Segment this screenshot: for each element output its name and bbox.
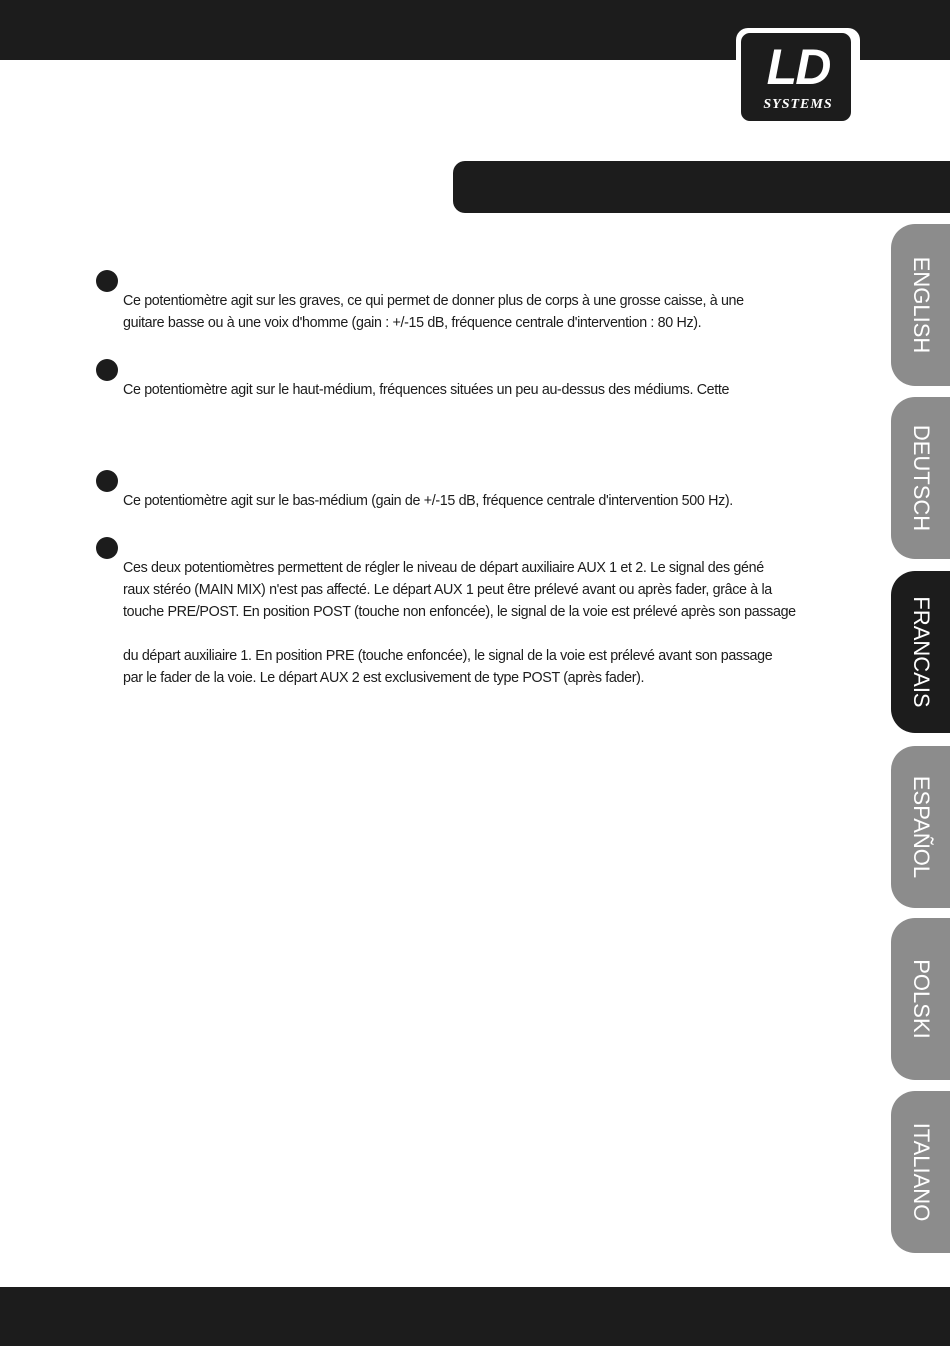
tab-polski[interactable]	[891, 918, 950, 1080]
paragraph-3	[123, 490, 868, 512]
tab-label-polski: POLSKI	[908, 959, 934, 1039]
paragraph-2	[123, 379, 868, 401]
paragraph-line: Ce potentiomètre agit sur le haut-médium, fréquences situées un peu au-dessus des médiums. Cette	[123, 382, 730, 398]
bullet-marker-1	[96, 270, 118, 292]
logo-systems-text: SYSTEMS	[763, 97, 833, 112]
tab-label-francais: FRANCAIS	[908, 596, 934, 708]
tab-label-deutsch: DEUTSCH	[908, 424, 934, 532]
bottom-bar	[0, 1287, 950, 1346]
bullet-marker-3	[96, 470, 118, 492]
paragraph-line: Ce potentiomètre agit sur les graves, ce qui permet de donner plus de corps à une grosse caisse, à une	[123, 293, 744, 309]
section-header-band	[453, 161, 950, 213]
tab-label-italiano: ITALIANO	[908, 1122, 934, 1222]
tab-label-english: ENGLISH	[908, 256, 934, 354]
paragraph-line: touche PRE/POST. En position POST (touche non enfoncée), le signal de la voie est prélevé après son passage	[123, 604, 796, 620]
bullet-marker-2	[96, 359, 118, 381]
paragraph-line: raux stéréo (MAIN MIX) n'est pas affecté. Le départ AUX 1 peut être prélevé avant ou après fader, grâce à la	[123, 582, 772, 598]
paragraph-4	[123, 557, 868, 623]
paragraph-1	[123, 290, 868, 334]
ld-systems-logo	[736, 28, 860, 126]
tab-deutsch[interactable]	[891, 397, 950, 559]
paragraph-line: Ces deux potentiomètres permettent de régler le niveau de départ auxiliaire AUX 1 et 2. Le signal des géné	[123, 560, 764, 576]
paragraph-line: Ce potentiomètre agit sur le bas-médium (gain de +/-15 dB, fréquence centrale d'intervention 500 Hz).	[123, 493, 733, 509]
tab-italiano[interactable]	[891, 1091, 950, 1253]
tab-francais[interactable]	[891, 571, 950, 733]
logo-badge	[741, 33, 851, 121]
tab-english[interactable]	[891, 224, 950, 386]
paragraph-line: du départ auxiliaire 1. En position PRE (touche enfoncée), le signal de la voie est prélevé avant son passage	[123, 648, 773, 664]
tab-label-espanol: ESPAÑOL	[908, 775, 934, 879]
paragraph-line: guitare basse ou à une voix d'homme (gain : +/-15 dB, fréquence centrale d'intervention : 80 Hz).	[123, 315, 702, 331]
tab-espanol[interactable]	[891, 746, 950, 908]
paragraph-line: par le fader de la voie. Le départ AUX 2 est exclusivement de type POST (après fader).	[123, 670, 645, 686]
paragraph-4-continuation	[123, 645, 868, 689]
logo-ld-text: LD	[766, 39, 830, 95]
bullet-marker-4	[96, 537, 118, 559]
